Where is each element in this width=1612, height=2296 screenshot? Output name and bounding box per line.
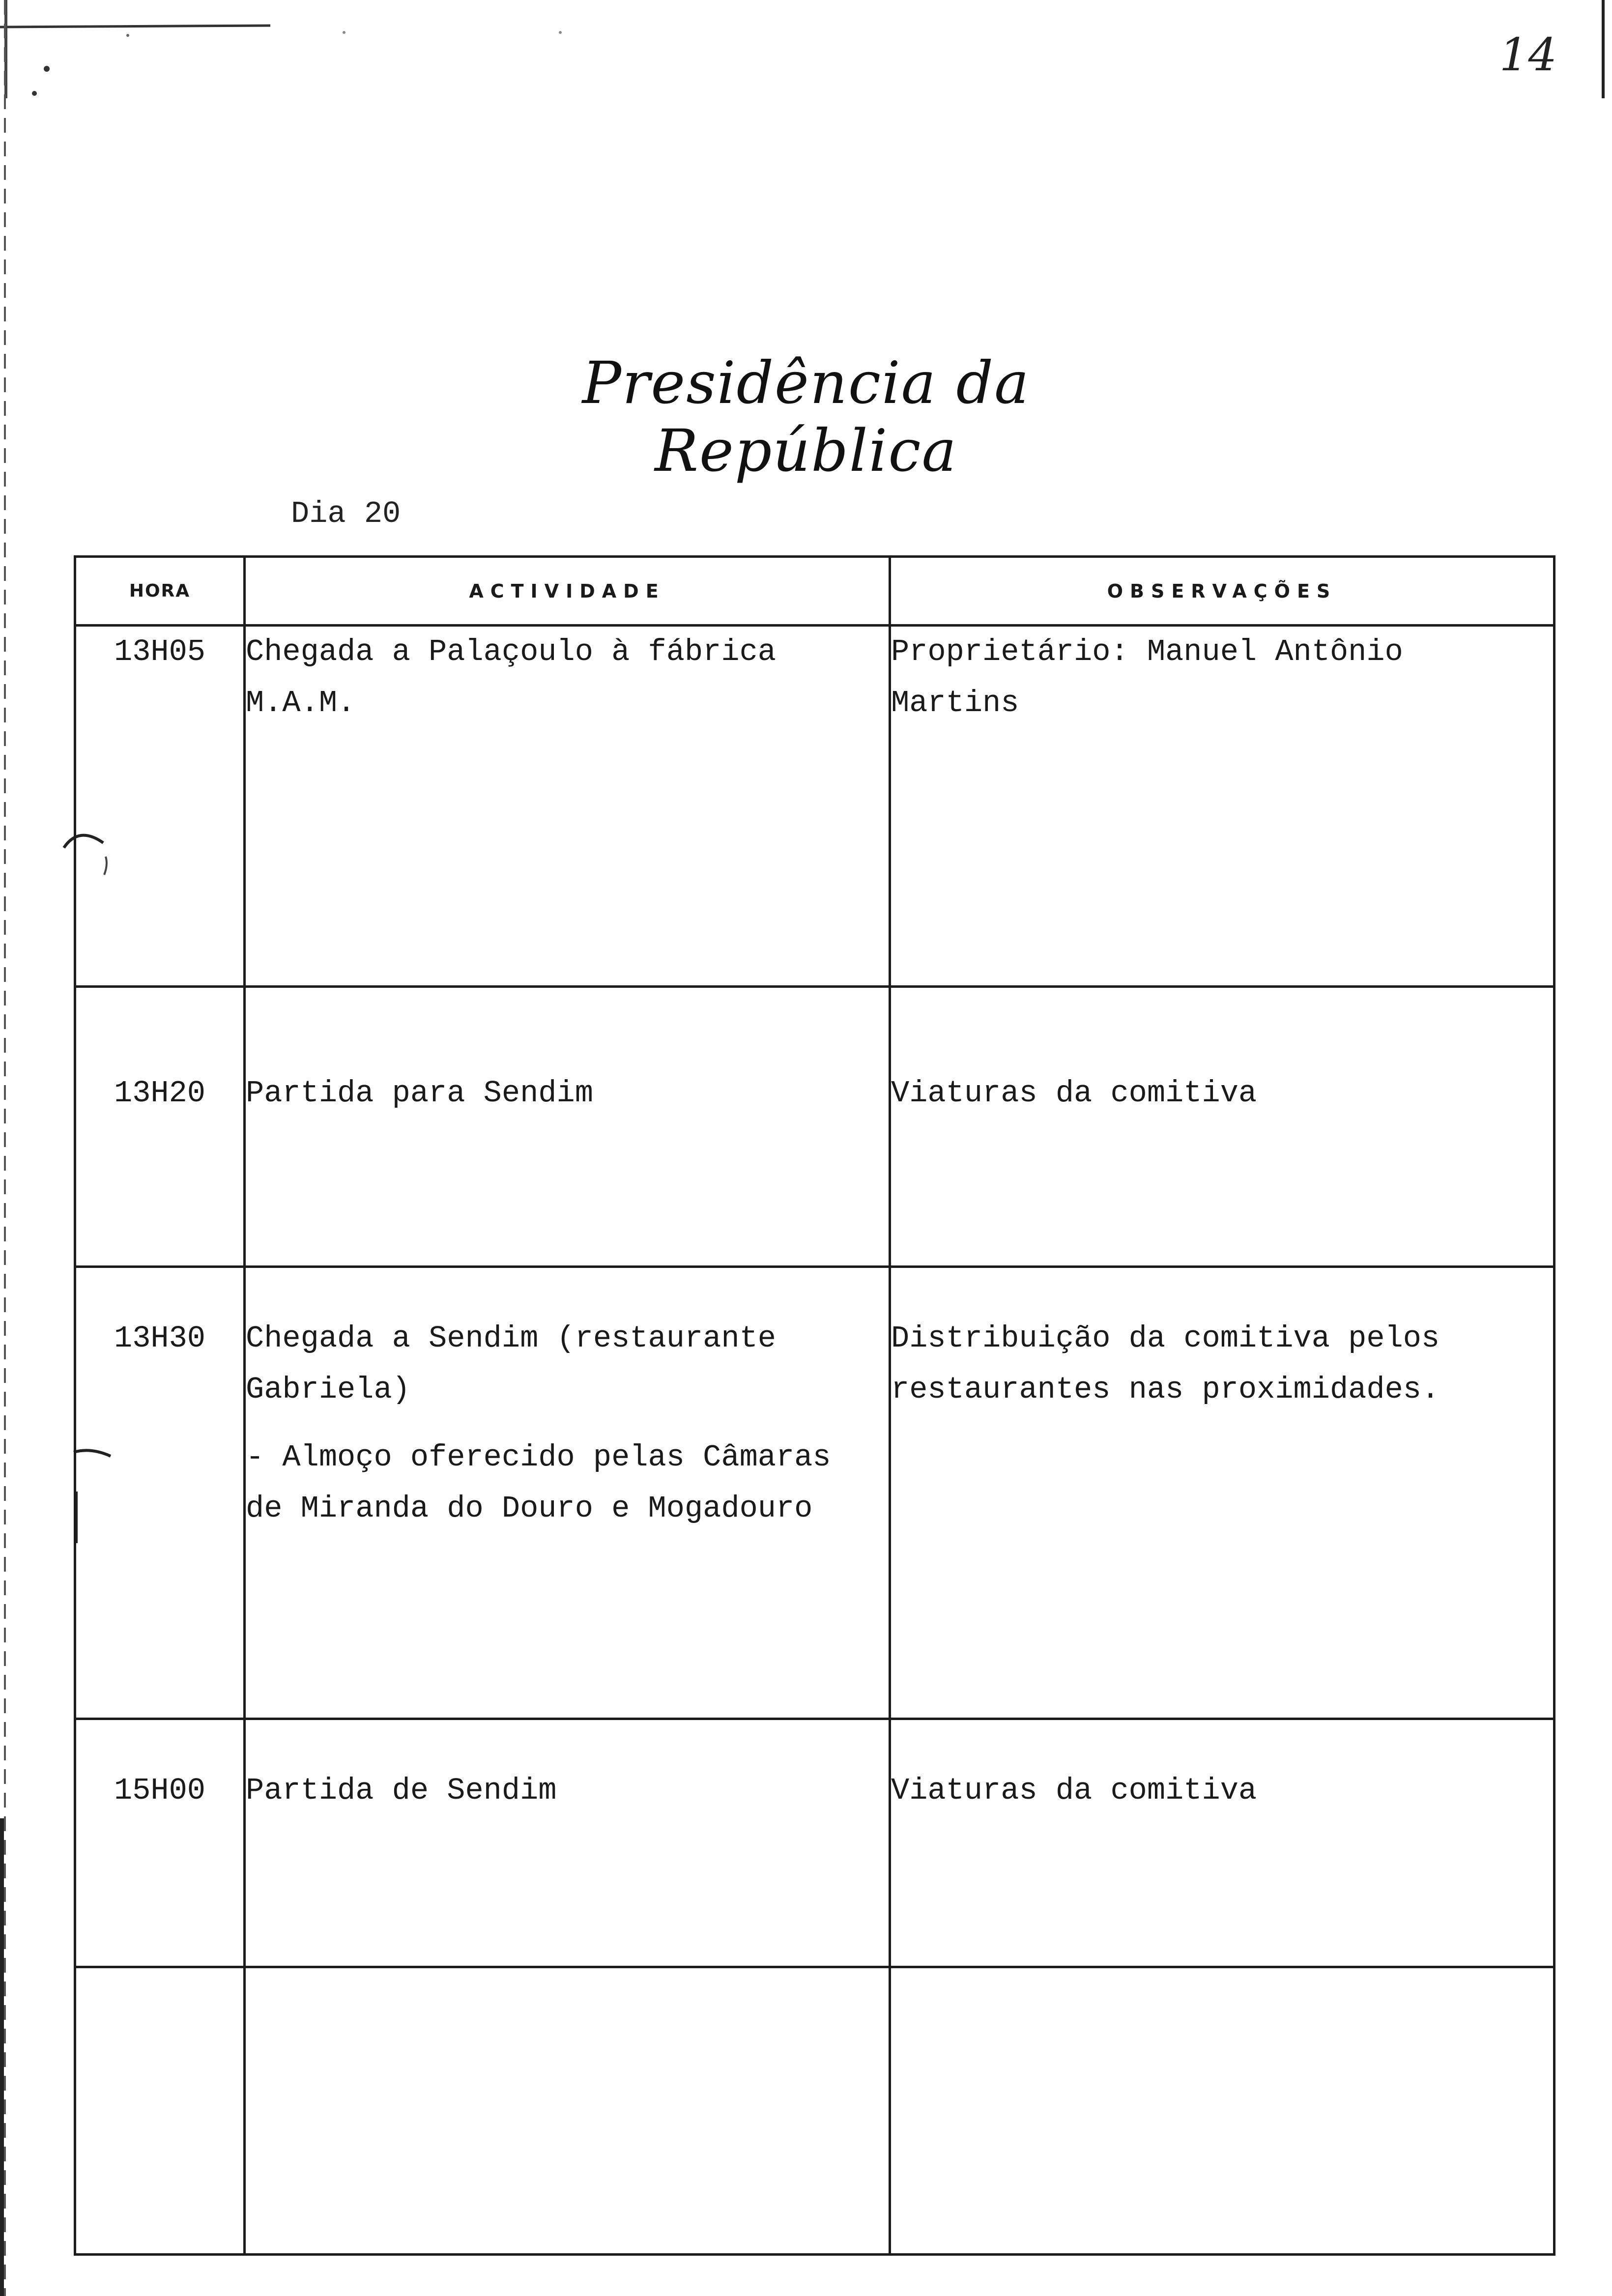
scan-artifacts: [0, 0, 1607, 98]
observation-line: Distribuição da comitiva pelos: [891, 1321, 1440, 1356]
observations-cell: [890, 1267, 1554, 1719]
activity-line: Chegada a Sendim (restaurante: [246, 1321, 776, 1356]
table-row-empty: [75, 1967, 1554, 2255]
table-header-row: [75, 557, 1554, 626]
header-hora: HORA: [75, 557, 245, 626]
observations-cell: [890, 626, 1554, 987]
schedule-table: [74, 555, 1555, 2256]
observation-line: Viaturas da comitiva: [891, 1076, 1257, 1111]
time-cell: 13H05: [75, 626, 245, 987]
activity-cell: [245, 1719, 890, 1967]
observation-line: Proprietário: Manuel Antônio: [891, 634, 1403, 669]
observations-cell: [890, 1719, 1554, 1967]
activity-note: [246, 1432, 889, 1534]
table-row: [75, 1267, 1554, 1719]
activity-line: Gabriela): [246, 1372, 410, 1407]
activity-line: Partida para Sendim: [246, 1076, 593, 1111]
header-observacoes: OBSERVAÇÕES: [890, 557, 1554, 626]
table-row: [75, 1719, 1554, 1967]
activity-line: Partida de Sendim: [246, 1773, 557, 1808]
day-label: Dia 20: [291, 496, 401, 531]
letterhead-title: Presidência da República: [582, 349, 1030, 485]
time-cell: 13H20: [75, 987, 245, 1267]
observation-line: Viaturas da comitiva: [891, 1773, 1257, 1808]
activity-cell: [245, 1967, 890, 2255]
table-row: [75, 626, 1554, 987]
header-actividade: ACTIVIDADE: [245, 557, 890, 626]
time-cell: 15H00: [75, 1719, 245, 1967]
binder-edge: [0, 0, 11, 2296]
table-row: [75, 987, 1554, 1267]
activity-line: M.A.M.: [246, 686, 356, 720]
observation-line: restaurantes nas proximidades.: [891, 1372, 1440, 1407]
activity-cell: [245, 1267, 890, 1719]
activity-line: Chegada a Palaçoulo à fábrica: [246, 634, 776, 669]
observations-cell: [890, 1967, 1554, 2255]
observations-cell: [890, 987, 1554, 1267]
activity-note-line: de Miranda do Douro e Mogadouro: [246, 1491, 813, 1526]
activity-note-line: - Almoço oferecido pelas Câmaras: [246, 1440, 831, 1475]
observation-line: Martins: [891, 686, 1019, 720]
activity-cell: [245, 626, 890, 987]
page-number: 14: [1499, 29, 1557, 81]
time-cell: 13H30: [75, 1267, 245, 1719]
activity-cell: [245, 987, 890, 1267]
time-cell: [75, 1967, 245, 2255]
